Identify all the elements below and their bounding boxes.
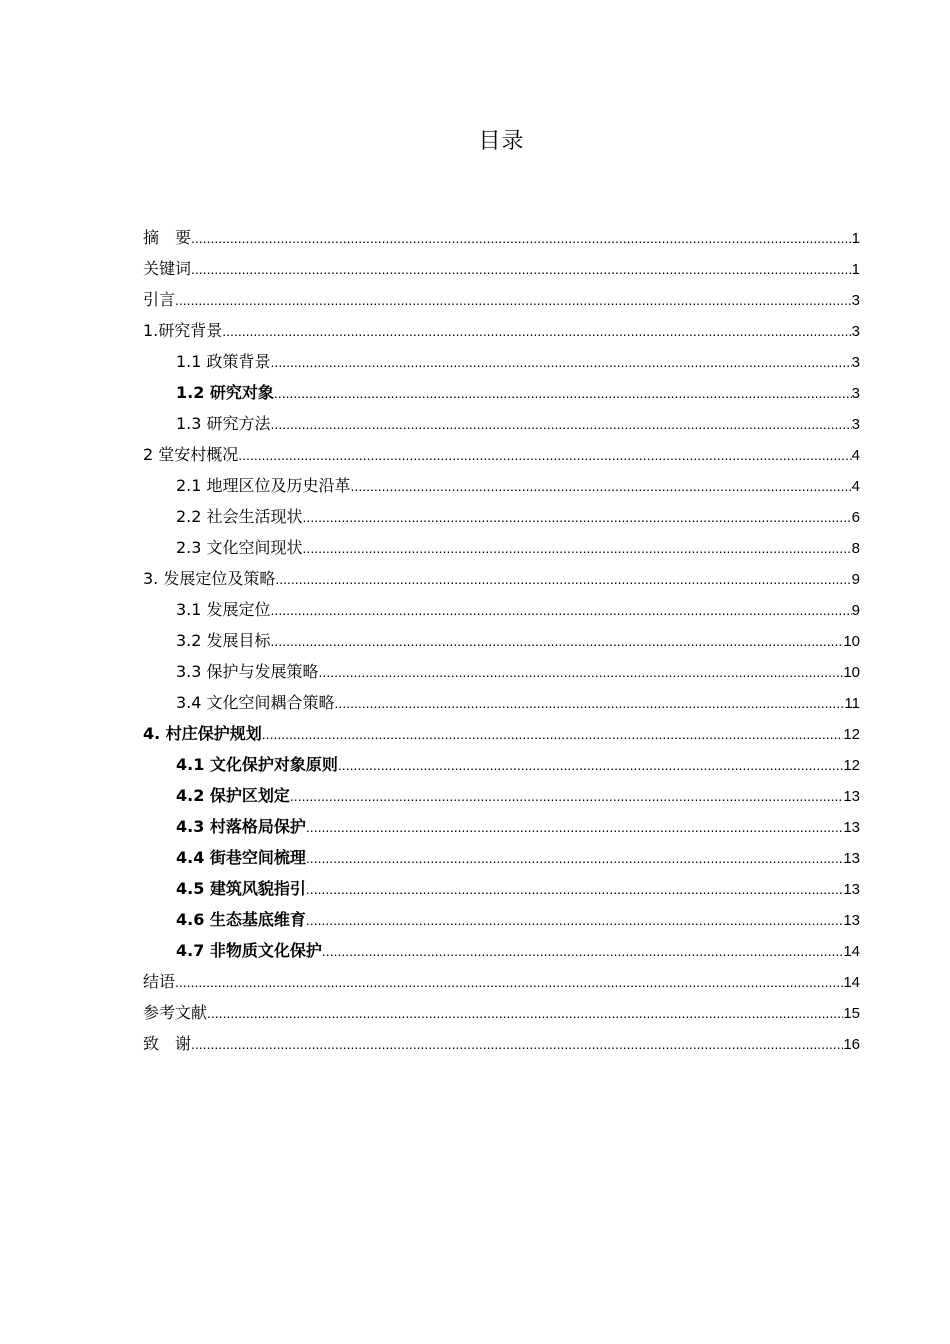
dot-leader [262, 719, 844, 750]
toc-entry-page: 10 [843, 633, 860, 650]
toc-entry[interactable] [143, 718, 860, 749]
toc-entry-page: 3 [851, 323, 860, 340]
dot-leader [271, 595, 852, 626]
toc-entry[interactable] [143, 625, 860, 656]
dot-leader [271, 626, 844, 657]
toc-entry-label: 4.3 村落格局保护 [176, 817, 306, 836]
toc-entry-page: 15 [843, 1005, 860, 1022]
dot-leader [191, 223, 852, 254]
toc-entry[interactable] [143, 284, 860, 315]
toc-entry-label: 4.6 生态基底维育 [176, 910, 306, 929]
dot-leader [191, 254, 852, 285]
toc-entry-label: 4.1 文化保护对象原则 [176, 755, 338, 774]
toc-entry-page: 3 [851, 385, 860, 402]
toc-entry-page: 13 [843, 881, 860, 898]
toc-entry-page: 3 [851, 354, 860, 371]
dot-leader [319, 657, 844, 688]
toc-entry[interactable] [143, 501, 860, 532]
toc-entry[interactable] [143, 408, 860, 439]
page-title: 目录 [478, 129, 525, 154]
dot-leader [290, 781, 843, 812]
toc-entry-page: 13 [843, 819, 860, 836]
toc-entry-page: 4 [851, 478, 860, 495]
dot-leader [175, 285, 852, 316]
toc-entry-label: 结语 [143, 972, 176, 991]
toc-entry[interactable] [143, 253, 860, 284]
dot-leader [303, 502, 852, 533]
toc-entry[interactable] [143, 687, 860, 718]
toc-entry-page: 13 [843, 850, 860, 867]
toc-entry-page: 1 [851, 261, 860, 278]
dot-leader [274, 378, 852, 409]
toc-entry-label: 1.3 研究方法 [176, 414, 271, 433]
dot-leader [335, 688, 845, 719]
toc-entry-page: 12 [843, 726, 860, 743]
dot-leader [175, 967, 843, 998]
toc-entry-label: 致 谢 [143, 1034, 192, 1053]
toc-entry-label: 摘 要 [143, 228, 192, 247]
toc-entry-page: 13 [843, 788, 860, 805]
toc-entry-label: 2.1 地理区位及历史沿革 [176, 476, 351, 495]
toc-entry-label: 参考文献 [143, 1003, 208, 1022]
dot-leader [191, 1029, 843, 1060]
toc-entry-page: 1 [851, 230, 860, 247]
toc-entry-label: 4.2 保护区划定 [176, 786, 290, 805]
toc-entry-page: 3 [851, 292, 860, 309]
toc-entry-label: 1.2 研究对象 [176, 383, 274, 402]
toc-entry[interactable] [143, 470, 860, 501]
toc-entry-page: 4 [851, 447, 860, 464]
toc-entry-label: 1.1 政策背景 [176, 352, 271, 371]
toc-entry[interactable] [143, 656, 860, 687]
toc-entry[interactable] [143, 780, 860, 811]
toc-entry-label: 3.3 保护与发展策略 [176, 662, 319, 681]
toc-entry[interactable] [143, 749, 860, 780]
toc-entry-label: 3.2 发展目标 [176, 631, 271, 650]
toc-entry-page: 13 [843, 912, 860, 929]
toc-entry-page: 14 [843, 974, 860, 991]
toc-entry-page: 3 [851, 416, 860, 433]
dot-leader [207, 998, 843, 1029]
toc-entry[interactable] [143, 563, 860, 594]
dot-leader [338, 750, 843, 781]
toc-entry-label: 引言 [143, 290, 176, 309]
toc-entry-page: 8 [851, 540, 860, 557]
dot-leader [238, 440, 851, 471]
toc-entry[interactable] [143, 532, 860, 563]
toc-entry[interactable] [143, 439, 860, 470]
toc-entry-label: 2.3 文化空间现状 [176, 538, 303, 557]
toc-entry[interactable] [143, 1028, 860, 1059]
dot-leader [306, 812, 843, 843]
table-of-contents [143, 222, 860, 1059]
dot-leader [271, 347, 852, 378]
dot-leader [306, 874, 843, 905]
toc-entry-page: 11 [844, 695, 860, 712]
toc-entry-label: 4.4 街巷空间梳理 [176, 848, 306, 867]
toc-entry[interactable] [143, 811, 860, 842]
toc-entry-label: 4. 村庄保护规划 [143, 724, 262, 743]
toc-entry[interactable] [143, 873, 860, 904]
toc-entry[interactable] [143, 935, 860, 966]
toc-entry-label: 关键词 [143, 259, 192, 278]
toc-entry[interactable] [143, 966, 860, 997]
toc-entry-page: 12 [843, 757, 860, 774]
toc-entry-label: 4.7 非物质文化保护 [176, 941, 322, 960]
dot-leader [322, 936, 843, 967]
toc-entry-page: 10 [843, 664, 860, 681]
toc-entry-page: 16 [843, 1036, 860, 1053]
toc-entry-page: 9 [851, 602, 860, 619]
toc-entry-label: 2 堂安村概况 [143, 445, 239, 464]
toc-entry[interactable] [143, 222, 860, 253]
dot-leader [271, 409, 852, 440]
toc-entry-label: 3.1 发展定位 [176, 600, 271, 619]
dot-leader [303, 533, 852, 564]
toc-entry-page: 6 [851, 509, 860, 526]
toc-entry[interactable] [143, 997, 860, 1028]
toc-entry-label: 2.2 社会生活现状 [176, 507, 303, 526]
toc-entry[interactable] [143, 594, 860, 625]
toc-entry[interactable] [143, 842, 860, 873]
toc-entry-label: 3. 发展定位及策略 [143, 569, 276, 588]
toc-entry-label: 3.4 文化空间耦合策略 [176, 693, 335, 712]
toc-entry-label: 1.研究背景 [143, 321, 223, 340]
toc-entry[interactable] [143, 315, 860, 346]
dot-leader [222, 316, 851, 347]
toc-entry-page: 14 [843, 943, 860, 960]
dot-leader [275, 564, 851, 595]
toc-entry-label: 4.5 建筑风貌指引 [176, 879, 306, 898]
toc-entry[interactable] [143, 904, 860, 935]
dot-leader [306, 843, 843, 874]
dot-leader [306, 905, 843, 936]
dot-leader [351, 471, 852, 502]
toc-entry[interactable] [143, 346, 860, 377]
toc-entry[interactable] [143, 377, 860, 408]
toc-entry-page: 9 [851, 571, 860, 588]
